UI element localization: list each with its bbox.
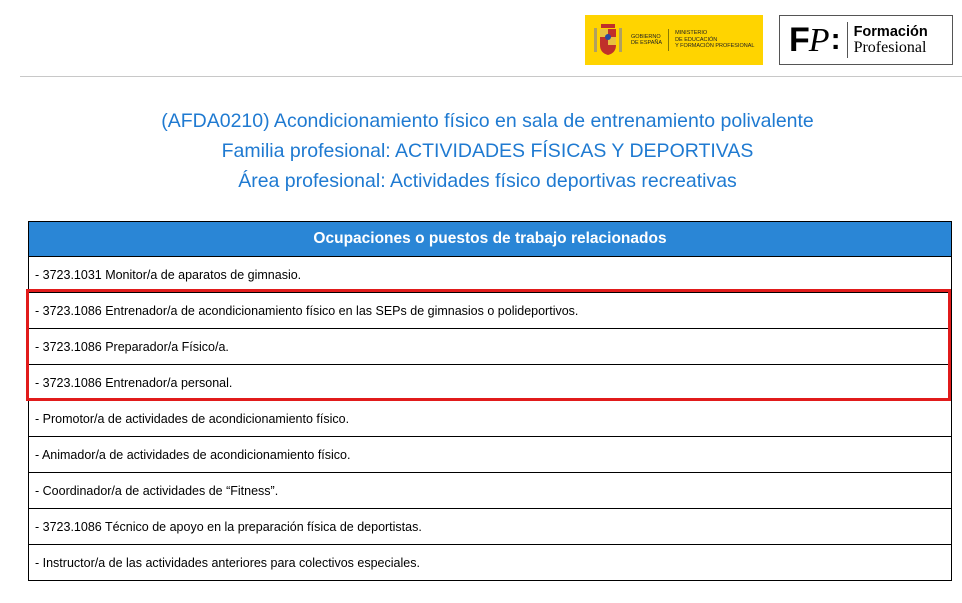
logo-divider (668, 29, 669, 51)
table-row: - 3723.1086 Preparador/a Físico/a. (29, 329, 951, 365)
fp-word-profesional: Profesional (853, 39, 927, 56)
area-profesional: Área profesional: Actividades físico deportivas recreativas (238, 170, 737, 192)
table-row: - 3723.1086 Técnico de apoyo en la preparación física de deportistas. (29, 509, 951, 545)
formacion-profesional-logo (779, 15, 953, 65)
occupations-table (28, 221, 952, 581)
ministry-text: MINISTERIO DE EDUCACIÓN Y FORMACIÓN PROFESIONAL (675, 30, 755, 50)
fp-mark: FP (789, 20, 829, 59)
table-row: - Instructor/a de las actividades anteriores para colectivos especiales. (29, 545, 951, 581)
fp-colon-icon: : (830, 23, 841, 56)
table-row: - 3723.1031 Monitor/a de aparatos de gimnasio. (29, 257, 951, 293)
table-row: - 3723.1086 Entrenador/a de acondicionamiento físico en las SEPs de gimnasios o polideportivos. (29, 293, 951, 329)
table-row: - Animador/a de actividades de acondicionamiento físico. (29, 437, 951, 473)
familia-profesional: Familia profesional: ACTIVIDADES FÍSICAS Y DEPORTIVAS (221, 140, 754, 162)
coat-of-arms-icon (593, 22, 623, 58)
certificate-title: (AFDA0210) Acondicionamiento físico en sala de entrenamiento polivalente (161, 110, 814, 132)
header-rule (20, 76, 962, 77)
fp-wordmark (854, 24, 928, 56)
table-row: - Coordinador/a de actividades de “Fitness”. (29, 473, 951, 509)
fp-divider (847, 22, 848, 58)
gobierno-text: GOBIERNO DE ESPAÑA (631, 33, 663, 46)
fp-word-formacion: Formación (853, 24, 928, 40)
table-row: - Promotor/a de actividades de acondicionamiento físico. (29, 401, 951, 437)
document-titles (0, 106, 962, 196)
gobierno-espana-logo (585, 15, 763, 65)
table-header: Ocupaciones o puestos de trabajo relacionados (29, 222, 951, 257)
table-row: - 3723.1086 Entrenador/a personal. (29, 365, 951, 401)
